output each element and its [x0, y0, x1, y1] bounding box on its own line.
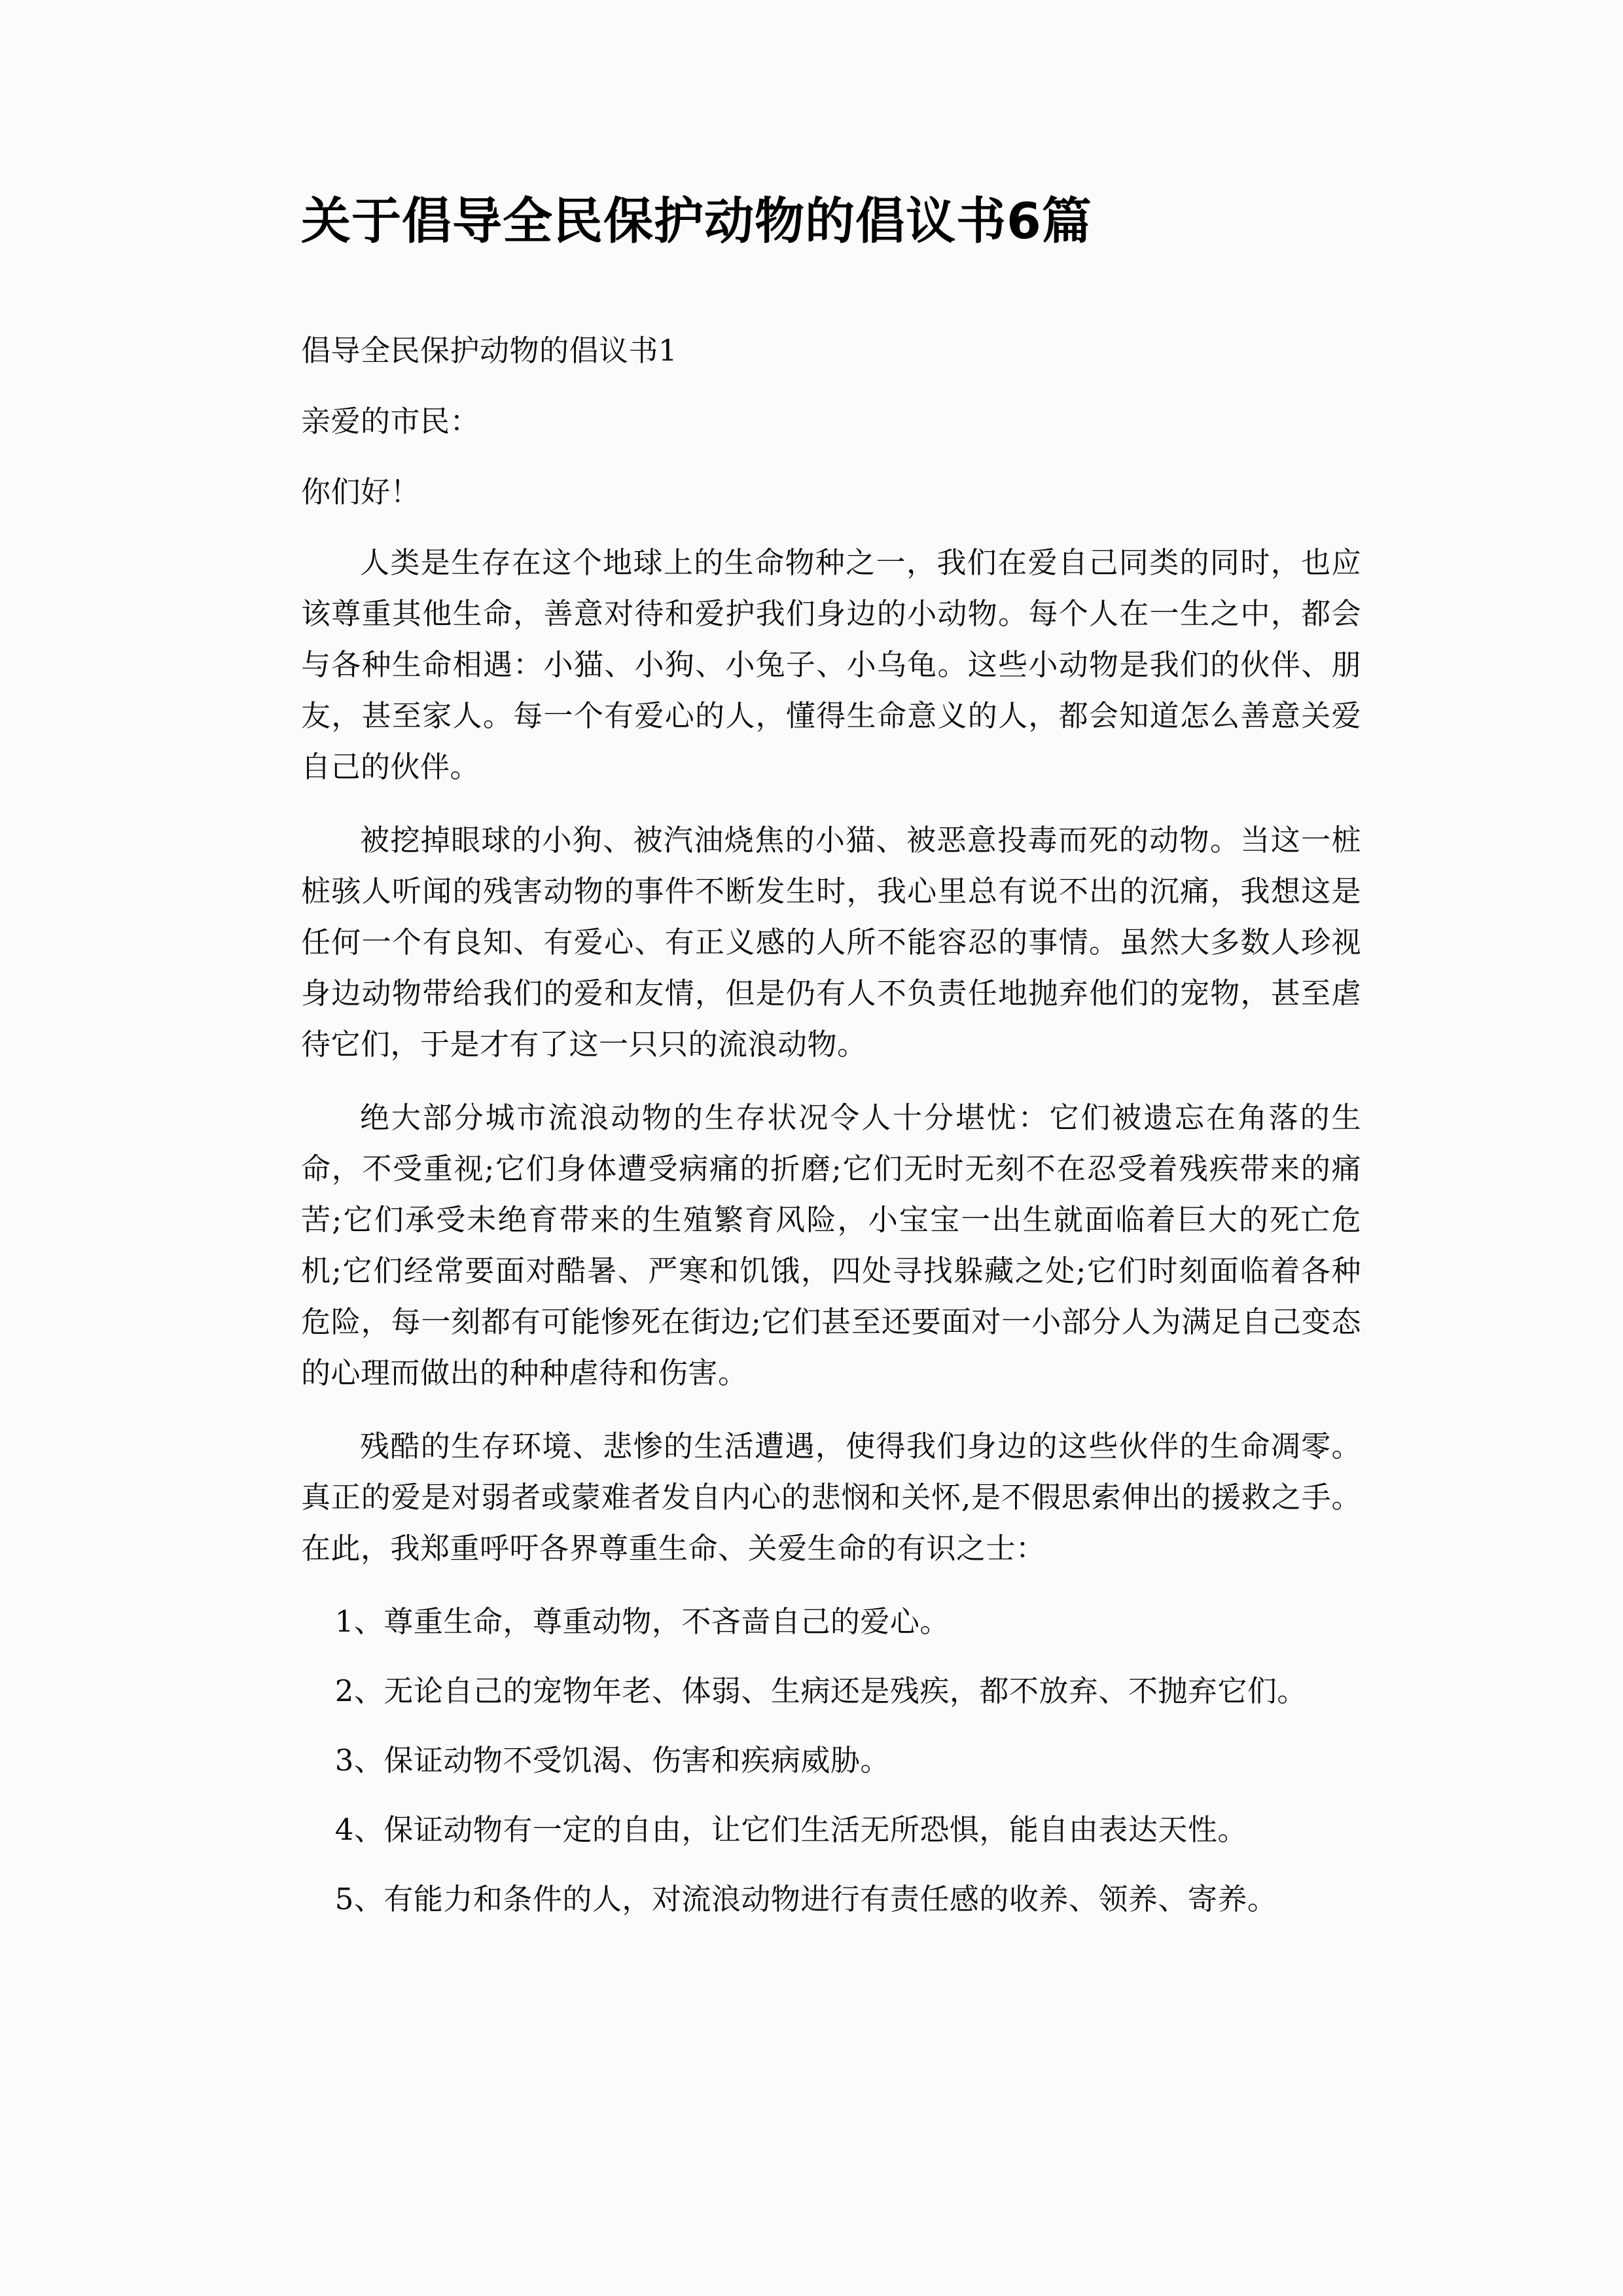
body-paragraph: 被挖掉眼球的小狗、被汽油烧焦的小猫、被恶意投毒而死的动物。当这一桩桩骇人听闻的残害动物的事件不断发生时，我心里总有说不出的沉痛，我想这是任何一个有良知、有爱心、有正义感的人所不能容忍的事情。虽然大多数人珍视身边动物带给我们的爱和友情，但是仍有人不负责任地抛弃他们的宠物，甚至虐待它们，于是才有了这一只只的流浪动物。: [301, 823, 1361, 1062]
body-paragraph: 绝大部分城市流浪动物的生存状况令人十分堪忧：它们被遗忘在角落的生命，不受重视;它们身体遭受病痛的折磨;它们无时无刻不在忍受着残疾带来的痛苦;它们承受未绝育带来的生殖繁育风险，小宝宝一出生就面临着巨大的死亡危机;它们经常要面对酷暑、严寒和饥饿，四处寻找躲藏之处;它们时刻面临着各种危险，每一刻都有可能惨死在街边;它们甚至还要面对一小部分人为满足自己变态的心理而做出的种种虐待和伤害。: [301, 1100, 1361, 1390]
body-paragraph: 人类是生存在这个地球上的生命物种之一，我们在爱自己同类的同时，也应该尊重其他生命，善意对待和爱护我们身边的小动物。每个人在一生之中，都会与各种生命相遇：小猫、小狗、小兔子、小乌龟。这些小动物是我们的伙伴、朋友，甚至家人。每一个有爱心的人，懂得生命意义的人，都会知道怎么善意关爱自己的伙伴。: [301, 545, 1361, 784]
body-paragraph: 残酷的生存环境、悲惨的生活遭遇，使得我们身边的这些伙伴的生命凋零。真正的爱是对弱者或蒙难者发自内心的悲悯和关怀,是不假思索伸出的援救之手。在此，我郑重呼吁各界尊重生命、关爱生命的有识之士：: [301, 1429, 1361, 1566]
page-content-column: [301, 0, 1361, 1925]
list-item: 1、尊重生命，尊重动物，不吝啬自己的爱心。: [334, 1604, 950, 1639]
salutation: 亲爱的市民：: [301, 404, 480, 439]
pledge-list: [301, 1596, 1361, 1925]
list-item: 4、保证动物有一定的自由，让它们生活无所恐惧，能自由表达天性。: [334, 1812, 1247, 1847]
page-title: 关于倡导全民保护动物的倡议书6篇: [301, 192, 1092, 250]
list-item: 2、无论自己的宠物年老、体弱、生病还是残疾，都不放弃、不抛弃它们。: [334, 1674, 1307, 1708]
list-item: 5、有能力和条件的人，对流浪动物进行有责任感的收养、领养、寄养。: [334, 1882, 1277, 1916]
document-body: [301, 325, 1361, 1925]
greeting: 你们好！: [301, 475, 421, 509]
list-item: 3、保证动物不受饥渴、伤害和疾病威胁。: [334, 1743, 890, 1778]
section-heading: 倡导全民保护动物的倡议书1: [301, 333, 678, 368]
